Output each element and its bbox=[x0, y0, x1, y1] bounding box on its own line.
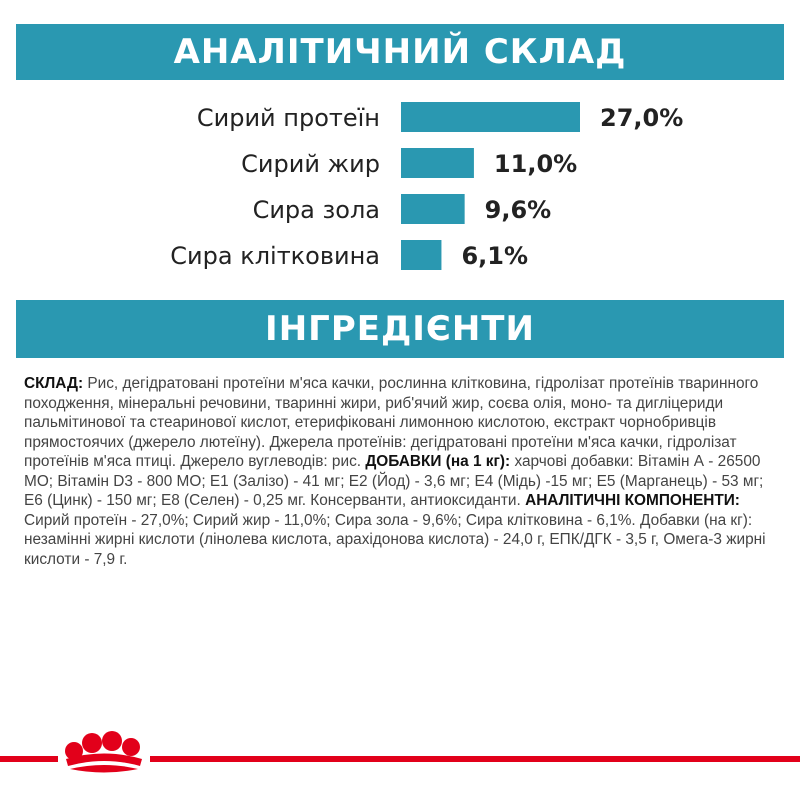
bar-row-2 bbox=[401, 148, 474, 178]
analysis-title-banner bbox=[16, 24, 784, 80]
footer-line-left bbox=[0, 756, 58, 762]
bar-row-4 bbox=[401, 240, 441, 270]
category-label-row-3: Сира зола bbox=[252, 196, 380, 224]
additives-label: ДОБАВКИ (на 1 кг): bbox=[365, 453, 511, 470]
category-label-row-2: Сирий жир bbox=[241, 150, 380, 178]
category-label-row-4: Сира клітковина bbox=[170, 242, 380, 270]
value-label-row-4: 6,1% bbox=[461, 242, 529, 270]
value-label-row-1: 27,0% bbox=[600, 104, 684, 132]
bar-row-1 bbox=[401, 102, 580, 132]
footer-brand-strip bbox=[0, 728, 800, 788]
ingredients-title-banner bbox=[16, 300, 784, 358]
bar-row-3 bbox=[401, 194, 465, 224]
value-label-row-3: 9,6% bbox=[484, 196, 552, 224]
analysis-bar-chart bbox=[0, 90, 800, 280]
footer-line-right bbox=[150, 756, 800, 762]
analytic-components-label: АНАЛІТИЧНІ КОМПОНЕНТИ: bbox=[525, 492, 740, 509]
ingredients-text bbox=[24, 374, 776, 569]
composition-label: СКЛАД: bbox=[24, 375, 84, 392]
analytic-components-text: Сирий протеїн - 27,0%; Сирий жир - 11,0%; Сира зола - 9,6%; Сира клітковина - 6,1%. Добавки (на кг): незамінні жирні кислоти (лінолева кислота, арахідонова кислота) - 24,0 г, ЕПК/ДГК - 3,5 г, Омега-3 жирні кислоти - 7,9 г. bbox=[24, 511, 766, 568]
analysis-title: АНАЛІТИЧНИЙ СКЛАД bbox=[173, 32, 627, 72]
composition-text: Рис, дегідратовані протеїни м'яса качки, рослинна клітковина, гідролізат протеїнів тваринного походження, мінеральні речовини, тваринні жири, риб'ячий жир, соєва олія, моно- та дигліцериди пальмітинової та стеаринової кислот, етерифіковані лимонною кислотою, екстракт чорнобривців прямостоячих (джерело лютеїну). Джерела протеїнів: дегідратовані протеїни м'яса качки, гідролізат протеїнів м'яса птиці. Джерело вуглеводів: рис. bbox=[24, 375, 759, 470]
royal-canin-crown-icon bbox=[65, 731, 142, 773]
additives-text: харчові добавки: Вітамін А - 26500 МО; Вітамін D3 - 800 МО; Е1 (Залізо) - 41 мг; Е2 (Йод) - 3,6 мг; Е4 (Мідь) -15 мг; Е5 (Марганець) - 53 мг; Е6 (Цинк) - 150 мг; Е8 (Селен) - 0,25 мг. Консерванти, антиоксиданти. bbox=[24, 453, 764, 509]
ingredients-title: ІНГРЕДІЄНТИ bbox=[265, 309, 535, 349]
value-label-row-2: 11,0% bbox=[493, 150, 578, 178]
category-label-row-1: Сирий протеїн bbox=[196, 104, 380, 132]
